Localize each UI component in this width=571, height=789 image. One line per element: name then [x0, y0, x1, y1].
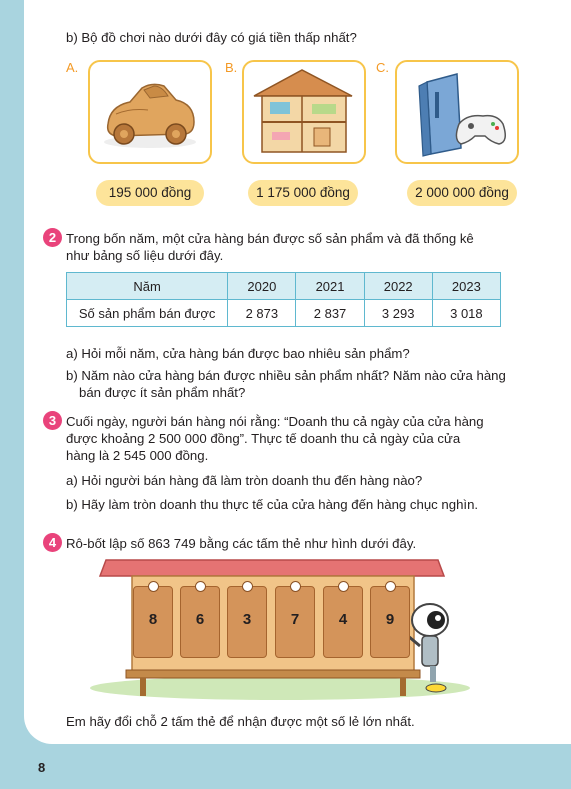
- card-digit: 7: [290, 611, 300, 628]
- option-b-label: B.: [225, 60, 238, 75]
- card-digit: 8: [148, 611, 158, 628]
- card-hook-icon: [195, 581, 206, 592]
- option-a-label: A.: [66, 60, 79, 75]
- game-console-icon: [397, 62, 516, 161]
- option-c-image: [395, 60, 519, 164]
- q4-intro: Rô-bốt lập số 863 749 bằng các tấm thẻ như hình dưới đây.: [66, 536, 417, 551]
- table-cell: 2 837: [296, 300, 364, 327]
- table-cell: 2 873: [228, 300, 296, 327]
- q3-line1: Cuối ngày, người bán hàng nói rằng: “Doanh thu cả ngày của cửa hàng: [66, 414, 484, 429]
- card-digit: 9: [385, 611, 395, 628]
- option-a-price: 195 000 đồng: [96, 180, 204, 206]
- q2-intro-line1: Trong bốn năm, một cửa hàng bán được số sản phẩm và đã thống kê: [66, 231, 474, 246]
- number-card-1[interactable]: [133, 586, 173, 658]
- card-hook-icon: [385, 581, 396, 592]
- table-cell: Số sản phẩm bán được: [67, 300, 228, 327]
- table-header-cell: 2023: [432, 273, 500, 300]
- number-card-3[interactable]: [227, 586, 267, 658]
- table-cell: 3 018: [432, 300, 500, 327]
- q2-part-a: a) Hỏi mỗi năm, cửa hàng bán được bao nhiêu sản phẩm?: [66, 346, 410, 361]
- table-row: [67, 300, 501, 327]
- dollhouse-icon: [244, 62, 363, 161]
- number-card-2[interactable]: [180, 586, 220, 658]
- sales-table: [66, 272, 501, 327]
- option-a-image: [88, 60, 212, 164]
- table-header-cell: 2021: [296, 273, 364, 300]
- q3-line2: được khoảng 2 500 000 đồng”. Thực tế doanh thu cả ngày của cửa: [66, 431, 461, 446]
- q2-part-b-line1: b) Năm nào cửa hàng bán được nhiều sản phẩm nhất? Năm nào cửa hàng: [66, 368, 506, 383]
- number-card-6[interactable]: [370, 586, 410, 658]
- number-card-5[interactable]: [323, 586, 363, 658]
- q2-intro-line2: như bảng số liệu dưới đây.: [66, 248, 224, 263]
- option-b-image: [242, 60, 366, 164]
- q1b-question: b) Bộ đồ chơi nào dưới đây có giá tiền thấp nhất?: [66, 30, 357, 45]
- table-cell: 3 293: [364, 300, 432, 327]
- option-c-label: C.: [376, 60, 389, 75]
- q3-part-b: b) Hãy làm tròn doanh thu thực tế của cửa hàng đến hàng chục nghìn.: [66, 497, 479, 512]
- q3-line3: hàng là 2 545 000 đồng.: [66, 448, 209, 463]
- option-c-price: 2 000 000 đồng: [407, 180, 517, 206]
- card-hook-icon: [338, 581, 349, 592]
- toy-car-icon: [90, 62, 209, 161]
- table-header-cell: 2020: [228, 273, 296, 300]
- q3-part-a: a) Hỏi người bán hàng đã làm tròn doanh thu đến hàng nào?: [66, 473, 423, 488]
- q4-task: Em hãy đổi chỗ 2 tấm thẻ để nhận được một số lẻ lớn nhất.: [66, 714, 415, 729]
- option-b-price: 1 175 000 đồng: [248, 180, 358, 206]
- number-card-4[interactable]: [275, 586, 315, 658]
- card-hook-icon: [290, 581, 301, 592]
- page-number: 8: [38, 760, 46, 775]
- q2-part-b-line2: bán được ít sản phẩm nhất?: [79, 385, 246, 400]
- card-hook-icon: [148, 581, 159, 592]
- card-hook-icon: [242, 581, 253, 592]
- table-header-cell: 2022: [364, 273, 432, 300]
- question-4-badge: 4: [43, 533, 62, 552]
- card-digit: 6: [195, 611, 205, 628]
- card-digit: 3: [242, 611, 252, 628]
- question-2-badge: 2: [43, 228, 62, 247]
- question-3-badge: 3: [43, 411, 62, 430]
- table-header-cell: Năm: [67, 273, 228, 300]
- card-digit: 4: [338, 611, 348, 628]
- table-header-row: [67, 273, 501, 300]
